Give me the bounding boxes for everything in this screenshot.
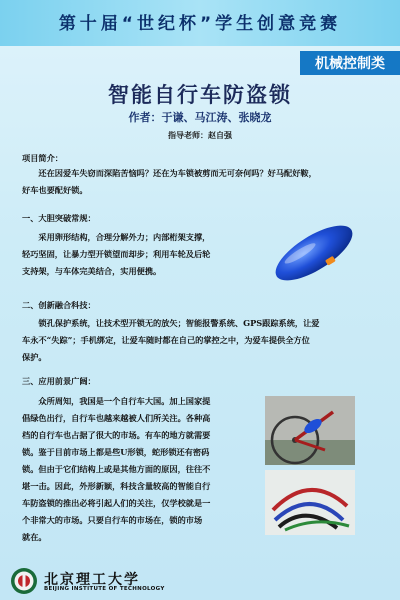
section1-line: 采用卵形结构，合理分解外力；内部桁架支撑，: [38, 232, 211, 242]
section3-line: 个非常大的市场。只要自行车的市场在，锁的市场: [22, 515, 203, 525]
university-name-en: BEIJING INSTITUTE OF TECHNOLOGY: [44, 586, 165, 592]
section3-line: 锁。但由于它们结构上或是其他方面的原因，往往不: [22, 464, 211, 474]
section3-text: [22, 393, 262, 546]
section2-line: 锁孔保护系统，让技术型开锁无的放矢；智能报警系统、GPS跟踪系统，让爱: [38, 318, 320, 328]
section1-heading: 一、大胆突破常规：: [22, 213, 96, 223]
competition-title: 第十届“世纪杯”学生创意竞赛: [58, 14, 342, 34]
section3-line: 众所周知，我国是一个自行车大国。加上国家提: [38, 396, 211, 406]
intro-text: [22, 165, 382, 199]
university-logo: [10, 567, 38, 595]
section3-line: 车防盗锁的推出必将引起人们的关注，仅学校就是一: [22, 498, 211, 508]
section3-line: 倡绿色出行，自行车也越来越被人们所关注。各种高: [22, 413, 211, 423]
section2-line: 保护。: [22, 352, 47, 362]
bike-lock-photo: [265, 396, 355, 465]
egg-lock-image: [268, 216, 360, 290]
intro-line: 还在因爱车失窃而深陷苦恼吗？还在为车锁被剪而无可奈何吗？好马配好鞍，: [38, 168, 317, 178]
authors-line: 作者：于谦、马江涛、张晓龙: [128, 111, 272, 124]
section3-heading: 三、应用前景广阔：: [22, 376, 96, 386]
section1-line: 支持架，与车体完美结合，实用便携。: [22, 266, 162, 276]
lock-body: [268, 216, 360, 290]
section1-line: 轻巧坚固，让暴力型开锁望而却步；利用车轮及后轮: [22, 249, 211, 259]
intro-heading: 项目简介：: [22, 153, 63, 163]
intro-line: 好车也要配好锁。: [22, 185, 88, 195]
poster-title: 智能自行车防盗锁: [108, 82, 292, 107]
section3-line: 锁。鉴于目前市场上都是些U形锁，蛇形锁还有密码: [22, 447, 210, 457]
section3-line: 就在。: [22, 532, 47, 542]
section2-text: [22, 315, 382, 366]
section2-line: 车永不“失踪”；手机绑定，让爱车随时都在自己的掌控之中，为爱车提供全方位: [22, 335, 310, 345]
section1-text: [22, 229, 252, 280]
section3-line: 堪一击。因此，外形新颖，科技含量较高的智能自行: [22, 481, 211, 491]
advisor-line: 指导老师：赵自强: [168, 130, 232, 140]
category-badge: 机械控制类: [300, 51, 400, 75]
existing-locks-photo: [265, 470, 355, 535]
section3-line: 档的自行车也占据了很大的市场。有车的地方就需要: [22, 430, 211, 440]
section2-heading: 二、创新融合科技：: [22, 300, 96, 310]
university-name: 北京理工大学: [44, 572, 140, 588]
